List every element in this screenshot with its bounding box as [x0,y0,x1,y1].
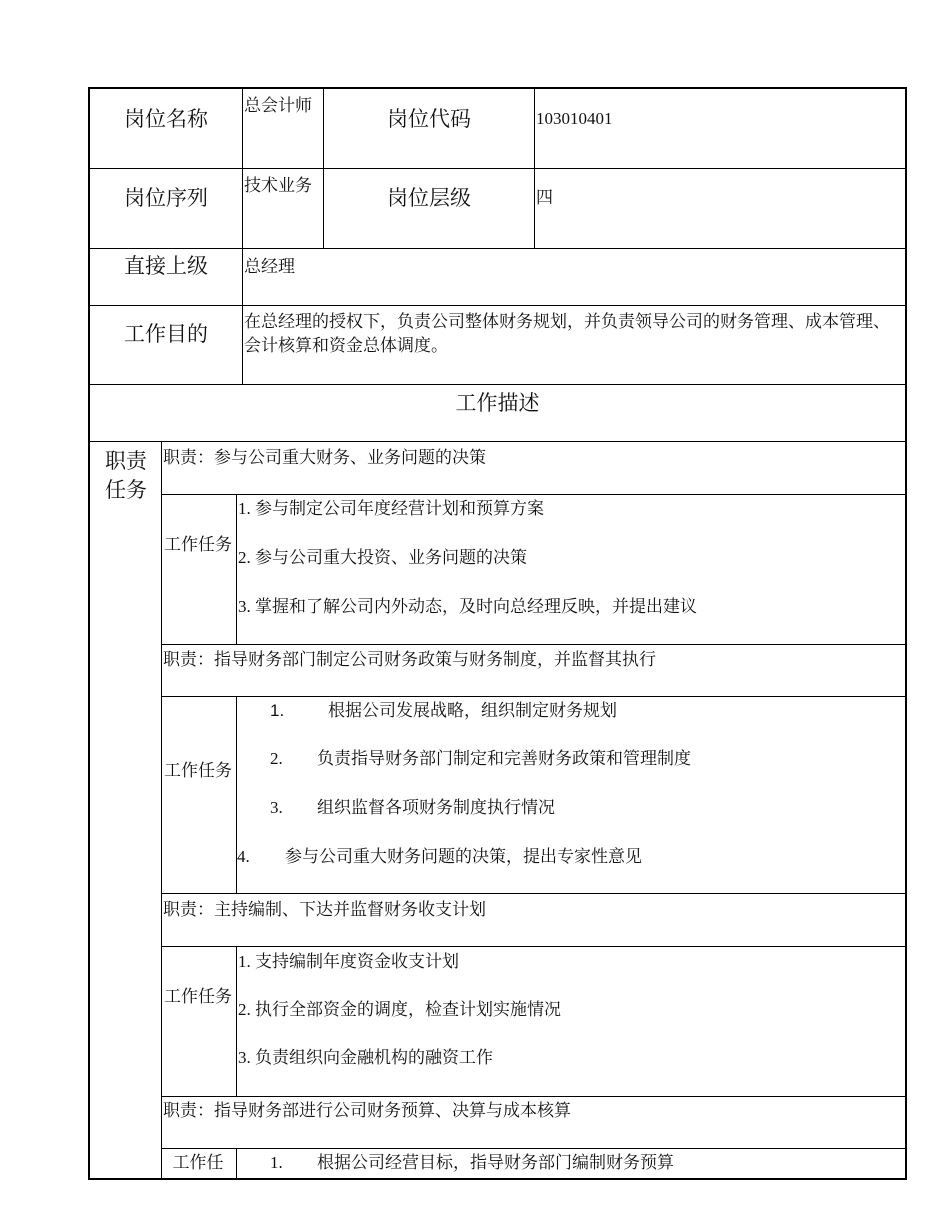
duty-title: 职责：指导财务部门制定公司财务政策与财务制度，并监督其执行 [163,650,656,669]
task-item: 组织监督各项财务制度执行情况 [317,798,555,817]
task-item: 根据公司经营目标，指导财务部门编制财务预算 [317,1153,674,1172]
superior-value: 总经理 [244,257,295,276]
duties-label: 职责任务 [105,449,147,502]
task-item: 参与公司重大财务问题的决策，提出专家性意见 [285,847,642,866]
task-item: 2. 执行全部资金的调度，检查计划实施情况 [238,1000,561,1019]
task-item: 1. 支持编制年度资金收支计划 [238,952,459,971]
post-code-value: 103010401 [536,109,613,128]
post-name-label: 岗位名称 [124,107,208,131]
task-item: 1. 参与制定公司年度经营计划和预算方案 [238,499,544,518]
duty-title: 职责：主持编制、下达并监督财务收支计划 [163,900,486,919]
description-title: 工作描述 [455,391,540,415]
task-label: 工作任 [172,1153,224,1172]
task-item-number: 1. [270,701,285,720]
superior-label: 直接上级 [124,254,208,278]
task-item: 2. 参与公司重大投资、业务问题的决策 [238,548,527,567]
post-sequence-value: 技术业务 [244,176,312,195]
task-item: 负责指导财务部门制定和完善财务政策和管理制度 [317,749,691,768]
task-label: 工作任务 [164,987,232,1006]
duty-title: 职责：指导财务部进行公司财务预算、决算与成本核算 [163,1101,571,1120]
task-item-number: 4. [237,847,250,866]
post-level-label: 岗位层级 [387,186,471,210]
post-level-value: 四 [536,188,553,207]
task-item: 3. 掌握和了解公司内外动态，及时向总经理反映，并提出建议 [238,597,697,616]
post-code-label: 岗位代码 [387,107,471,131]
task-item-number: 2. [270,749,283,768]
post-sequence-label: 岗位序列 [124,186,208,210]
duty-title: 职责：参与公司重大财务、业务问题的决策 [163,448,486,467]
task-label: 工作任务 [164,761,232,780]
task-item-number: 3. [270,798,283,817]
purpose-value: 在总经理的授权下，负责公司整体财务规划，并负责领导公司的财务管理、成本管理、会计核算和资金总体调度。 [244,312,890,355]
task-item: 根据公司发展战略，组织制定财务规划 [328,701,617,720]
task-label: 工作任务 [164,535,232,554]
task-item: 3. 负责组织向金融机构的融资工作 [238,1048,493,1067]
task-item-number: 1. [270,1153,283,1172]
post-name-value: 总会计师 [244,96,312,115]
purpose-label: 工作目的 [124,322,208,346]
